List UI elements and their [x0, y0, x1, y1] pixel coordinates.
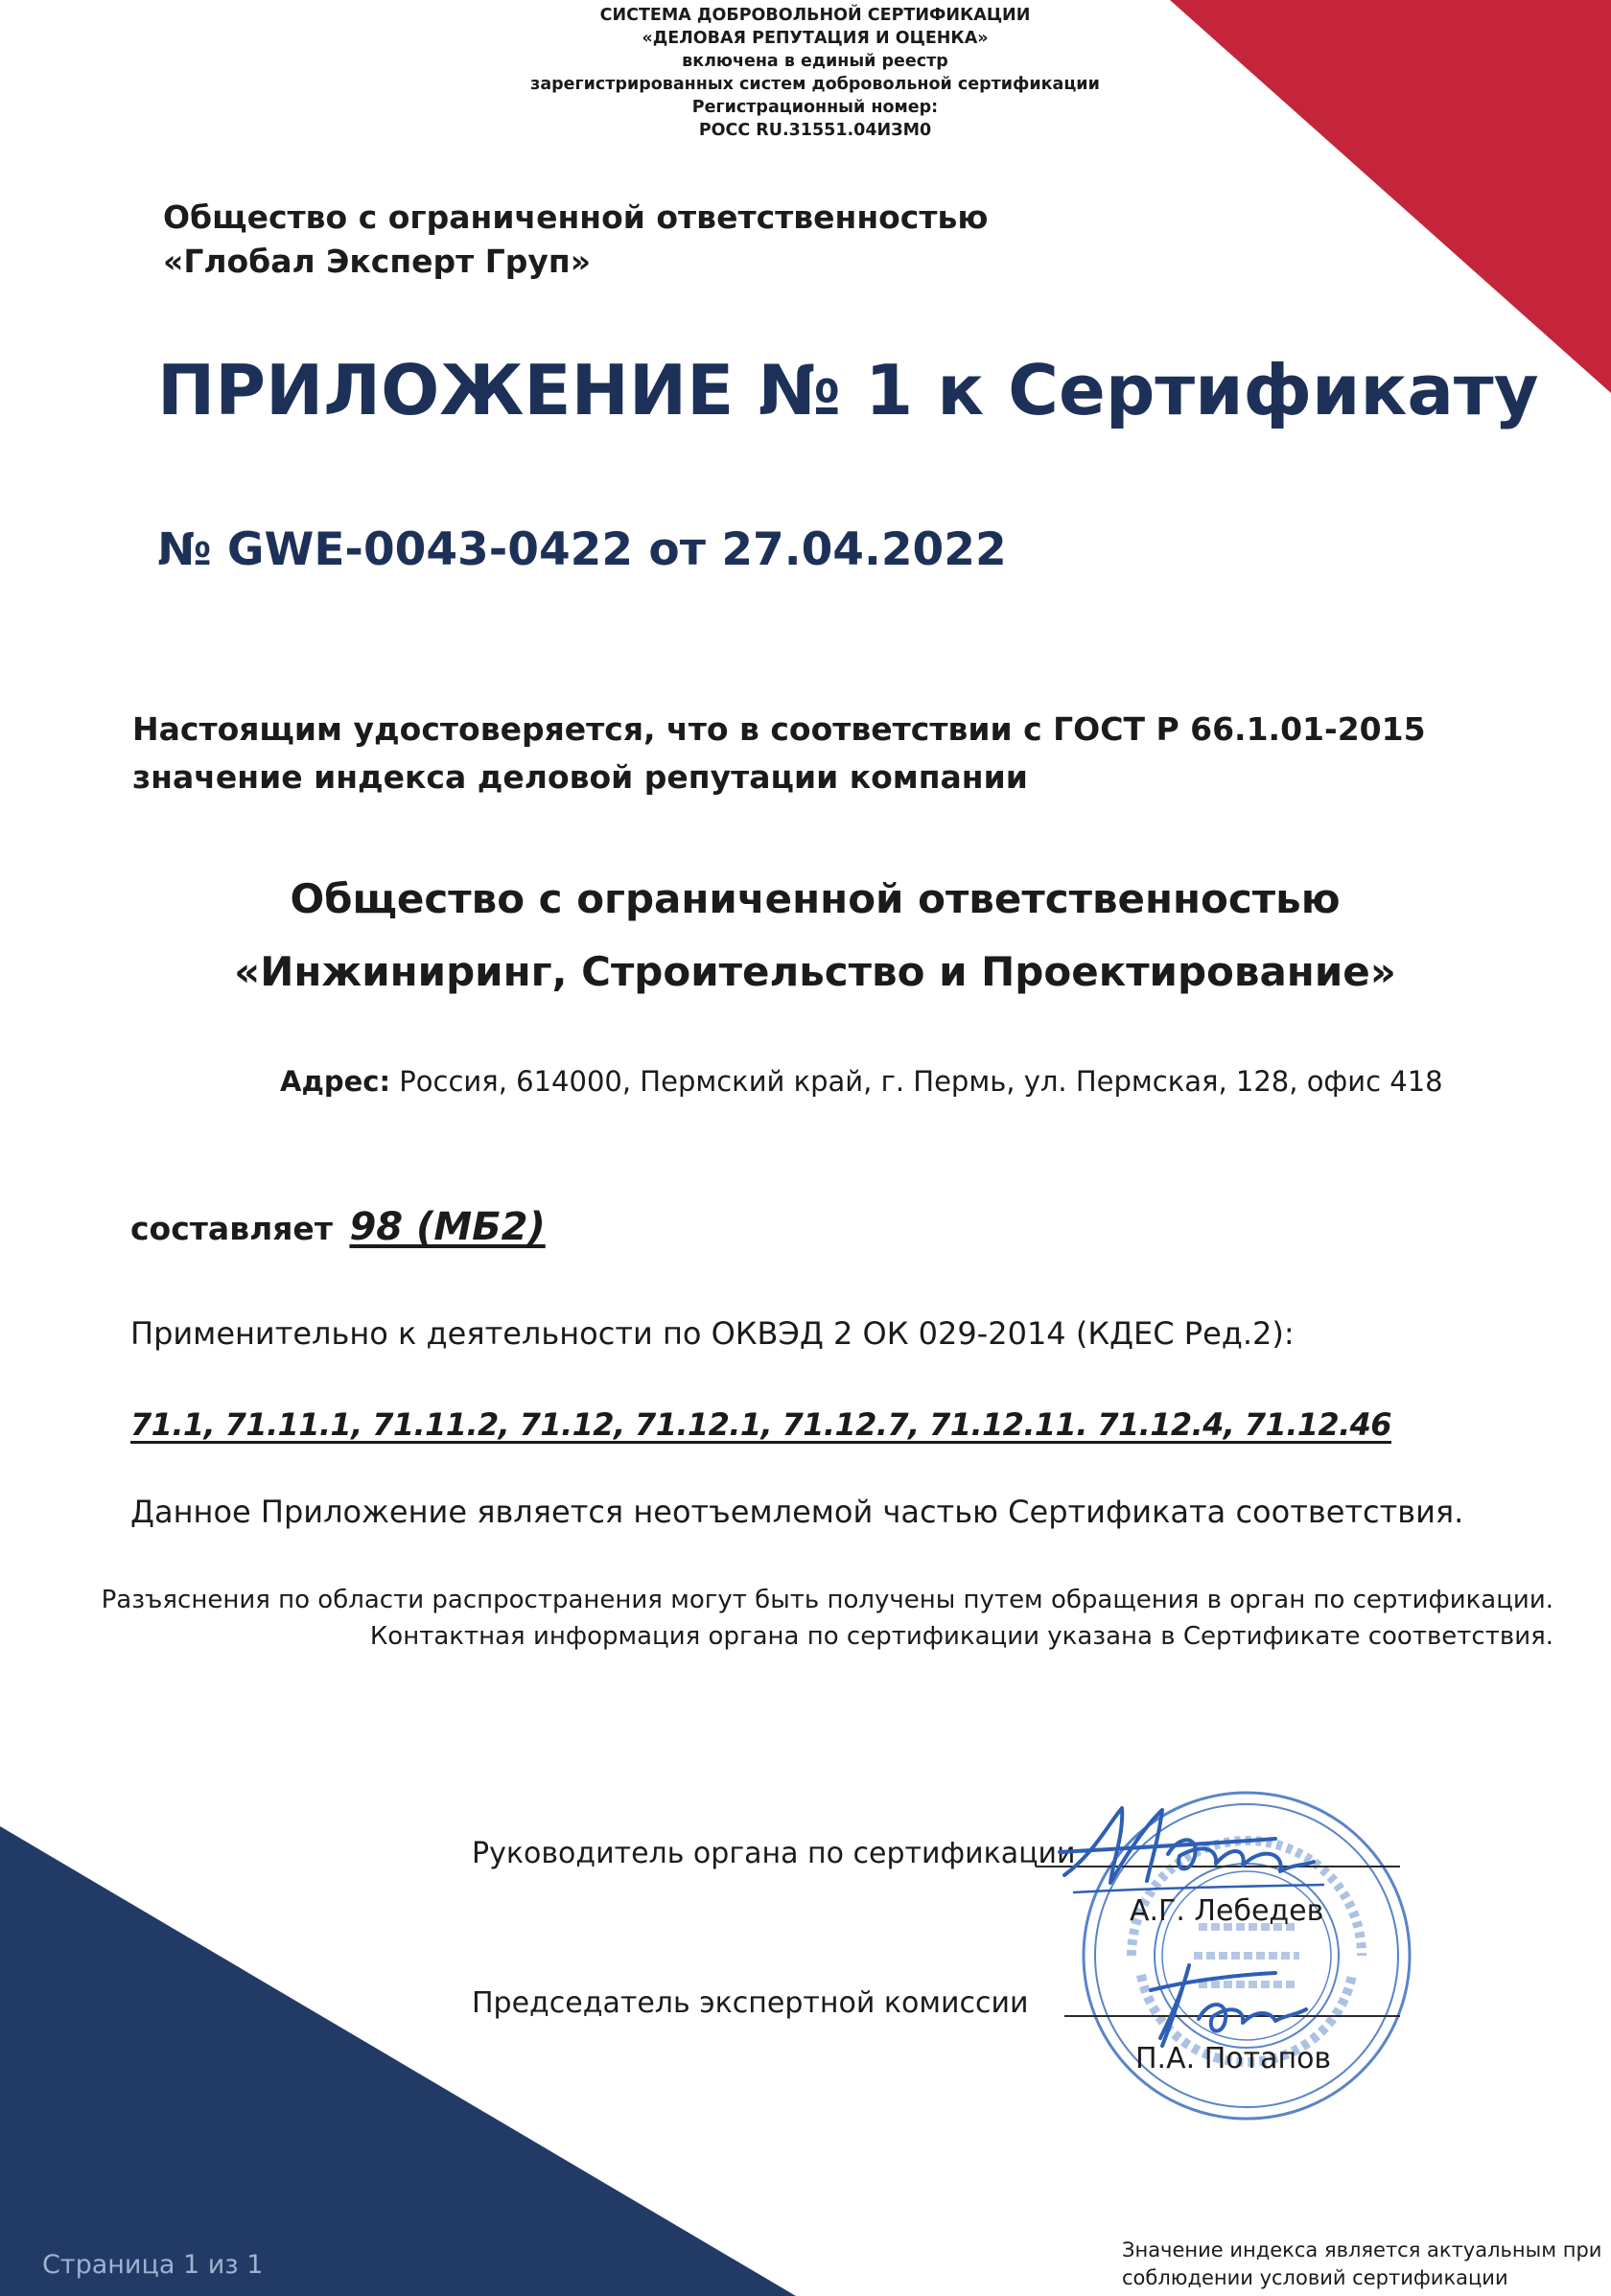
score-value: 98 (МБ2) — [349, 1205, 546, 1249]
issuer-block — [163, 196, 988, 284]
address-label: Адрес: — [280, 1065, 391, 1098]
okved-codes: 71.1, 71.11.1, 71.11.2, 71.12, 71.12.1, 71.12.7, 71.12.11. 71.12.4, 71.12.46 — [130, 1406, 1391, 1443]
issuer-name: «Глобал Эксперт Груп» — [163, 243, 592, 280]
company-name: «Инжиниринг, Строительство и Проектирование» — [234, 948, 1396, 995]
address-value: Россия, 614000, Пермский край, г. Пермь, ул. Пермская, 128, офис 418 — [390, 1065, 1443, 1098]
integral-part-text: Данное Приложение является неотъемлемой частью Сертификата соответствия. — [130, 1494, 1464, 1530]
system-subtitle: «ДЕЛОВАЯ РЕПУТАЦИЯ И ОЦЕНКА» — [642, 29, 989, 48]
index-validity-note — [1122, 2237, 1601, 2292]
certify-statement — [132, 706, 1426, 801]
address-line — [280, 1060, 1443, 1102]
corner-decoration-top-right — [1170, 0, 1611, 393]
document-title: ПРИЛОЖЕНИЕ № 1 к Сертификату — [157, 350, 1539, 430]
score-line — [130, 1198, 546, 1258]
certify-line-2: значение индекса деловой репутации компании — [132, 758, 1028, 796]
head-signature — [1055, 1797, 1333, 1902]
company-legal-form: Общество с ограниченной ответственностью — [290, 875, 1341, 922]
company-block — [0, 863, 1611, 1009]
system-name: СИСТЕМА ДОБРОВОЛЬНОЙ СЕРТИФИКАЦИИ — [599, 6, 1031, 25]
score-label: составляет — [130, 1210, 333, 1247]
registration-number: РОСС RU.31551.04ИЗМ0 — [698, 121, 932, 140]
certificate-number: № GWE-0043-0422 от 27.04.2022 — [157, 523, 1007, 576]
registry-note: включена в единый реестр — [682, 52, 948, 71]
registry-note-2: зарегистрированных систем добровольной сертификации — [530, 75, 1100, 94]
issuer-legal-form: Общество с ограниченной ответственностью — [163, 198, 989, 236]
commission-chair-title: Председатель экспертной комиссии — [472, 1986, 1029, 2020]
certification-system-header — [432, 4, 1199, 142]
corner-navy-triangle — [0, 1826, 796, 2296]
corner-decoration-bottom-left — [0, 1826, 796, 2296]
clarification-line-1: Разъяснения по области распространения могут быть получены путем обращения в орган по сертификации. — [101, 1586, 1553, 1614]
corner-red-triangle — [1170, 0, 1611, 393]
head-name: А.Г. Лебедев — [1130, 1894, 1324, 1928]
certify-line-1: Настоящим удостоверяется, что в соответствии с ГОСТ Р 66.1.01-2015 — [132, 710, 1426, 748]
clarification-note — [58, 1582, 1553, 1655]
registration-label: Регистрационный номер: — [691, 98, 939, 117]
index-note-line-1: Значение индекса является актуальным при — [1122, 2238, 1602, 2261]
chair-signature — [1132, 1952, 1314, 2057]
chair-name: П.А. Потапов — [1135, 2042, 1332, 2076]
index-note-line-2: соблюдении условий сертификации — [1122, 2266, 1508, 2289]
head-of-body-title: Руководитель органа по сертификации — [472, 1837, 1076, 1870]
clarification-line-2: Контактная информация органа по сертификации указана в Сертификате соответствия. — [369, 1622, 1553, 1651]
applicable-activities-text: Применительно к деятельности по ОКВЭД 2 ОК 029-2014 (КДЕС Ред.2): — [130, 1315, 1295, 1352]
page-number: Страница 1 из 1 — [42, 2250, 264, 2280]
